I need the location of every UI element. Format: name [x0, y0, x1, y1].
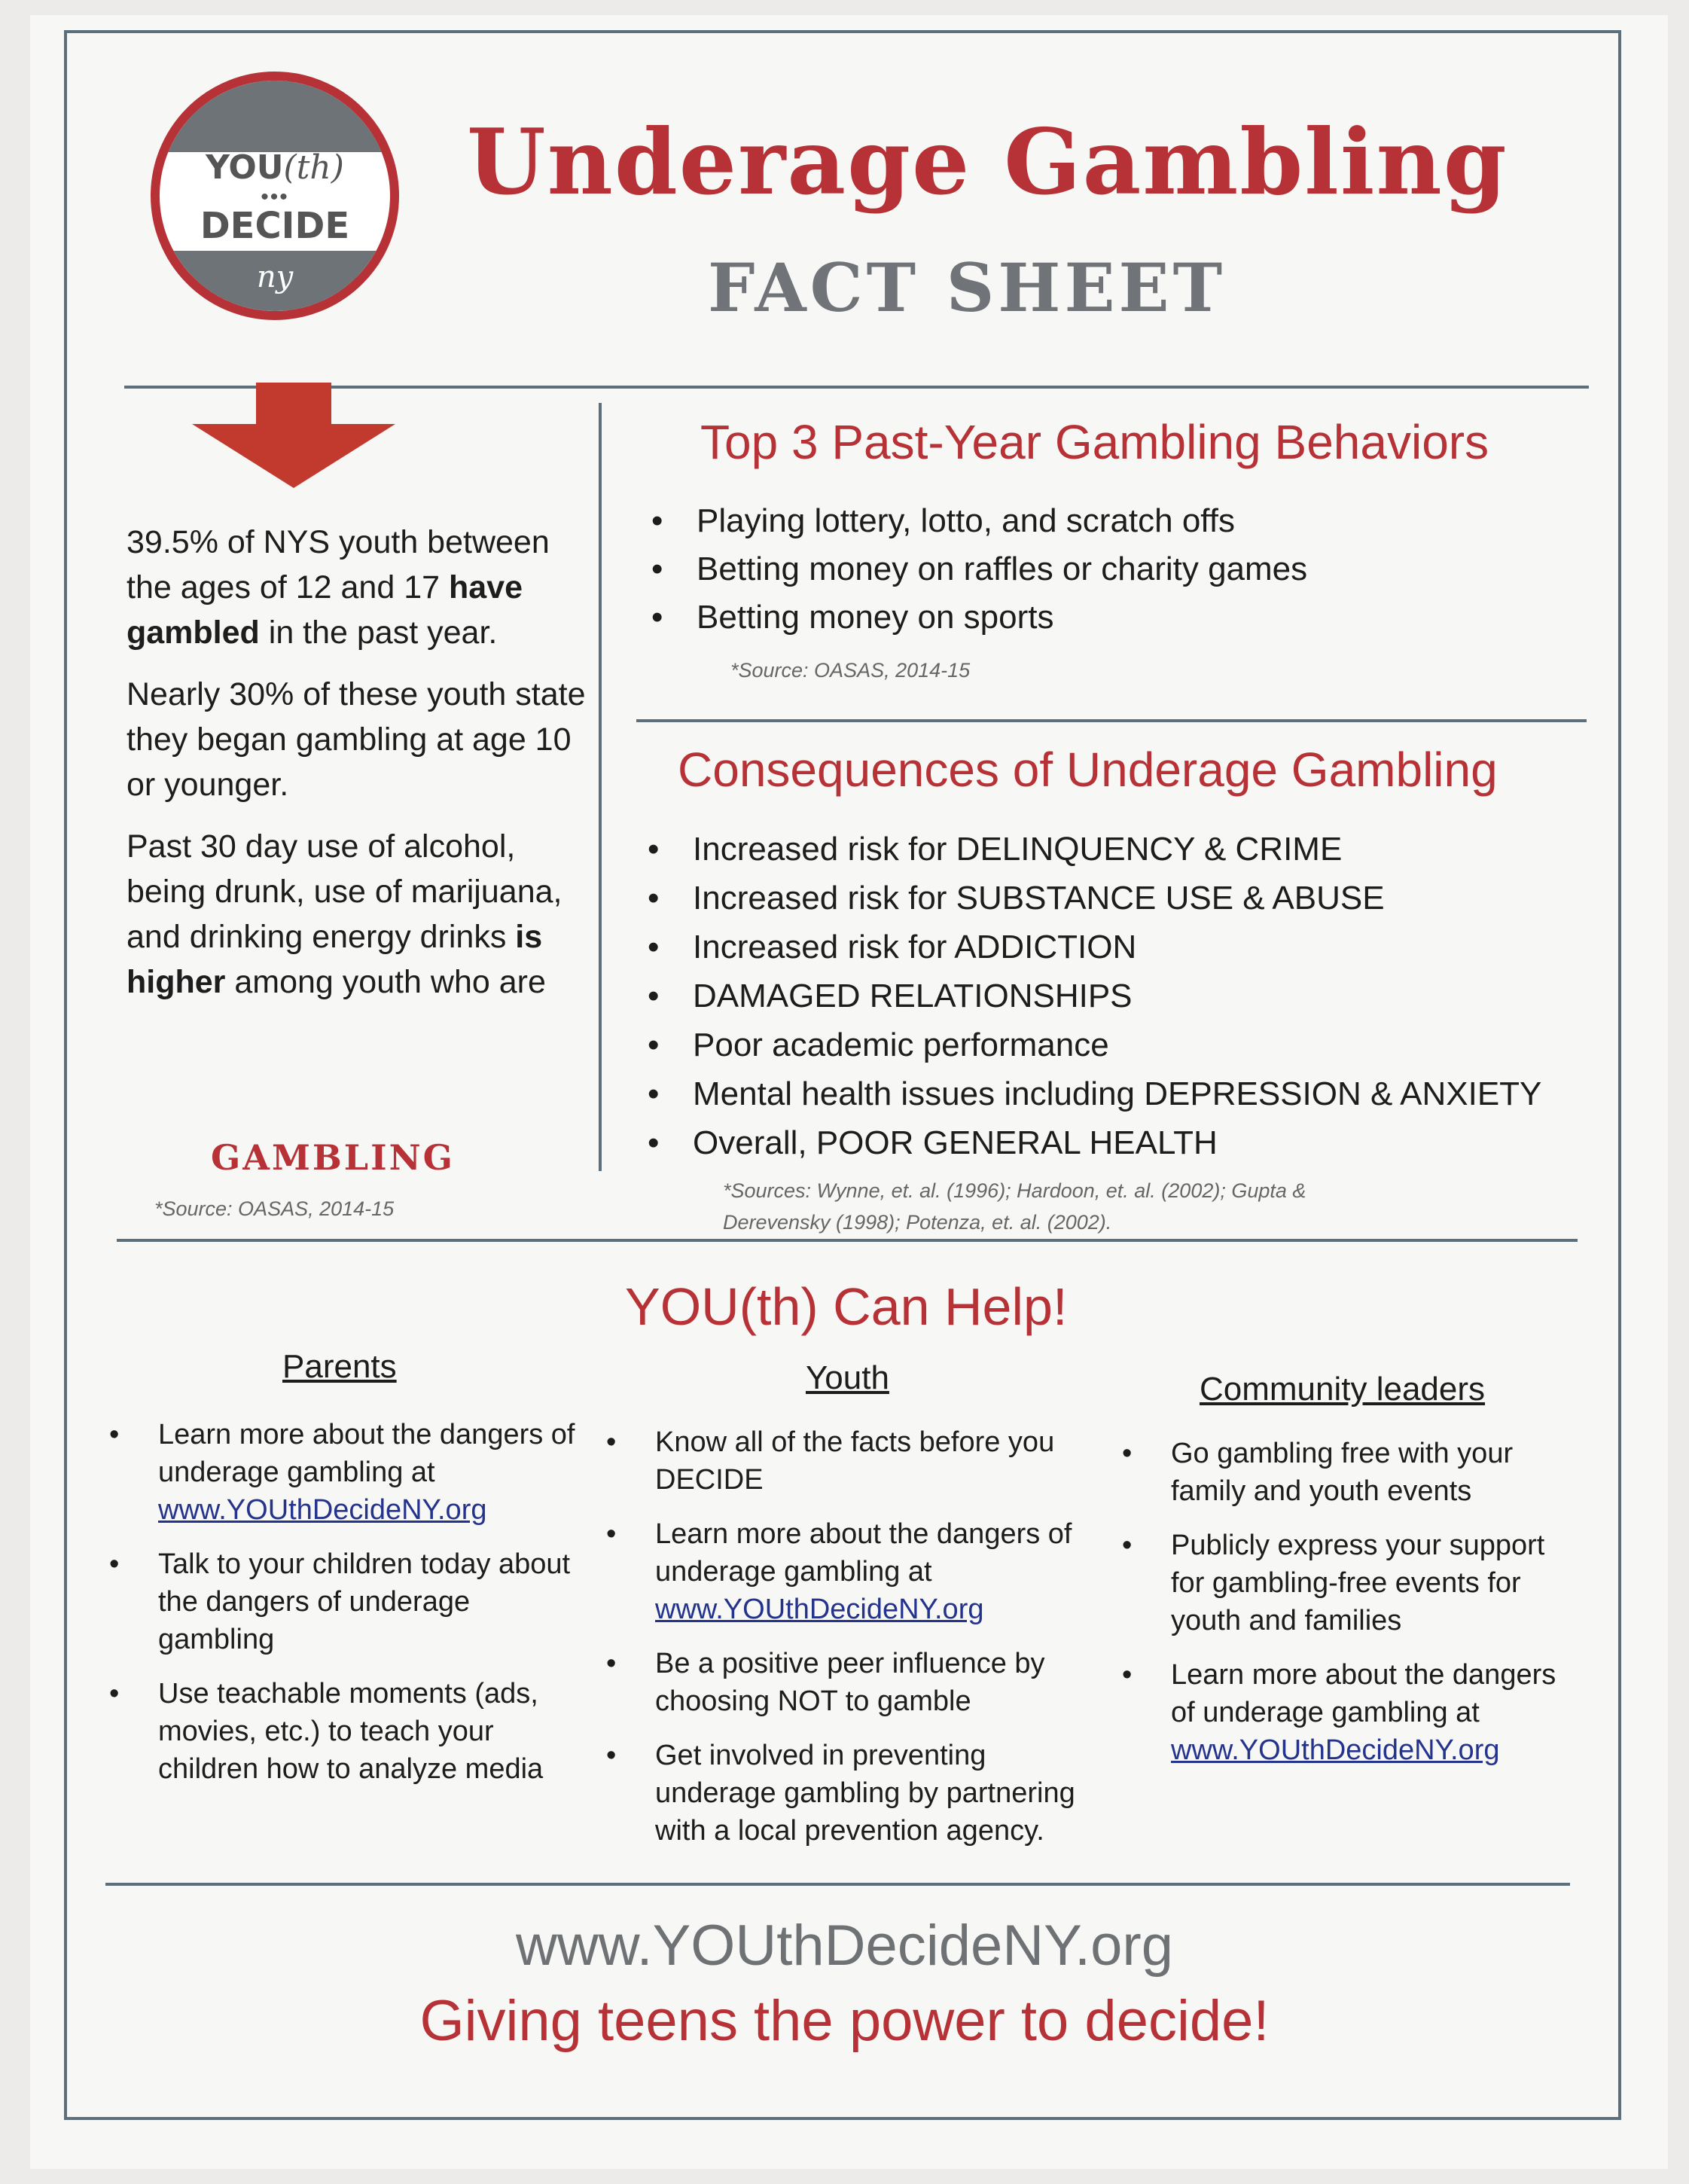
consequences-list: [648, 825, 1541, 1167]
consequences-heading: Consequences of Underage Gambling: [678, 743, 1498, 797]
parents-list: [109, 1416, 591, 1804]
section-divider: [636, 719, 1587, 722]
logo-decide-text: DECIDE: [200, 205, 350, 247]
website-link[interactable]: www.YOUthDecideNY.org: [158, 1494, 487, 1526]
page-subtitle: FACT SHEET: [708, 249, 1227, 327]
list-item: • Betting money on sports: [651, 593, 1307, 642]
logo-ny-text: ny: [160, 251, 390, 311]
list-item: • Increased risk for DELINQUENCY & CRIME: [648, 825, 1541, 874]
list-item: • Increased risk for ADDICTION: [648, 923, 1541, 972]
left-source-note: *Source: OASAS, 2014-15: [154, 1197, 395, 1220]
list-item: • Learn more about the dangers of underage gambling at www.YOUthDecideNY.org: [606, 1515, 1096, 1628]
list-item: • Betting money on raffles or charity games: [651, 545, 1307, 593]
column-divider: [599, 403, 602, 1171]
footer-website[interactable]: www.YOUthDecideNY.org: [516, 1914, 1173, 1978]
stat-substance-use: Past 30 day use of alcohol, being drunk, use of marijuana, and drinking energy drinks is higher among youth who are: [127, 828, 562, 1000]
website-link[interactable]: www.YOUthDecideNY.org: [655, 1594, 984, 1625]
top3-source-note: *Source: OASAS, 2014-15: [730, 659, 971, 682]
gambling-emphasis: GAMBLING: [211, 1137, 455, 1178]
top3-heading: Top 3 Past-Year Gambling Behaviors: [700, 415, 1489, 469]
list-item: • Learn more about the dangers of underage gambling at www.YOUthDecideNY.org: [109, 1416, 591, 1529]
logo-top-band: [160, 81, 390, 152]
help-heading: YOU(th) Can Help!: [625, 1277, 1068, 1336]
community-list: [1122, 1435, 1559, 1786]
consequences-source-note: *Sources: Wynne, et. al. (1996); Hardoon, et. al. (2002); Gupta & Derevensky (1998); Potenza, et. al. (2002).: [723, 1179, 1306, 1234]
parents-heading: Parents: [282, 1348, 397, 1385]
stat-began-young: Nearly 30% of these youth state they began gambling at age 10 or younger.: [127, 676, 586, 803]
website-link[interactable]: www.YOUthDecideNY.org: [1171, 1734, 1500, 1766]
list-item: • Get involved in preventing underage gambling by partnering with a local prevention agency.: [606, 1737, 1096, 1850]
list-item: • Playing lottery, lotto, and scratch offs: [651, 497, 1307, 545]
page-title: Underage Gambling: [467, 109, 1508, 215]
list-item: • Increased risk for SUBSTANCE USE & ABUSE: [648, 874, 1541, 923]
list-item: • Go gambling free with your family and youth events: [1122, 1435, 1559, 1510]
stat-gambled-past-year: 39.5% of NYS youth between the ages of 12 and 17 have gambled in the past year.: [127, 524, 550, 651]
list-item: • Poor academic performance: [648, 1020, 1541, 1069]
left-stats-column: [127, 520, 593, 1021]
logo-dots: •••: [261, 185, 289, 209]
youth-heading: Youth: [806, 1359, 889, 1396]
list-item: • Overall, POOR GENERAL HEALTH: [648, 1118, 1541, 1167]
list-item: • Publicly express your support for gambling-free events for youth and families: [1122, 1527, 1559, 1640]
list-item: • Know all of the facts before you DECIDE: [606, 1423, 1096, 1499]
list-item: • DAMAGED RELATIONSHIPS: [648, 972, 1541, 1020]
list-item: • Use teachable moments (ads, movies, etc.) to teach your children how to analyze media: [109, 1675, 591, 1788]
footer-tagline: Giving teens the power to decide!: [419, 1989, 1270, 2053]
list-item: • Be a positive peer influence by choosing NOT to gamble: [606, 1645, 1096, 1720]
logo-you-text: YOU(th): [206, 148, 344, 187]
list-item: • Talk to your children today about the dangers of underage gambling: [109, 1545, 591, 1658]
down-arrow-icon: [192, 383, 395, 488]
list-item: • Mental health issues including DEPRESSION & ANXIETY: [648, 1069, 1541, 1118]
list-item: • Learn more about the dangers of underage gambling at www.YOUthDecideNY.org: [1122, 1656, 1559, 1769]
top3-list: [651, 497, 1307, 642]
youth-decide-ny-logo: [151, 72, 399, 320]
youth-list: [606, 1423, 1096, 1866]
footer-divider: [105, 1883, 1570, 1886]
community-heading: Community leaders: [1200, 1371, 1486, 1408]
help-divider: [117, 1239, 1578, 1242]
